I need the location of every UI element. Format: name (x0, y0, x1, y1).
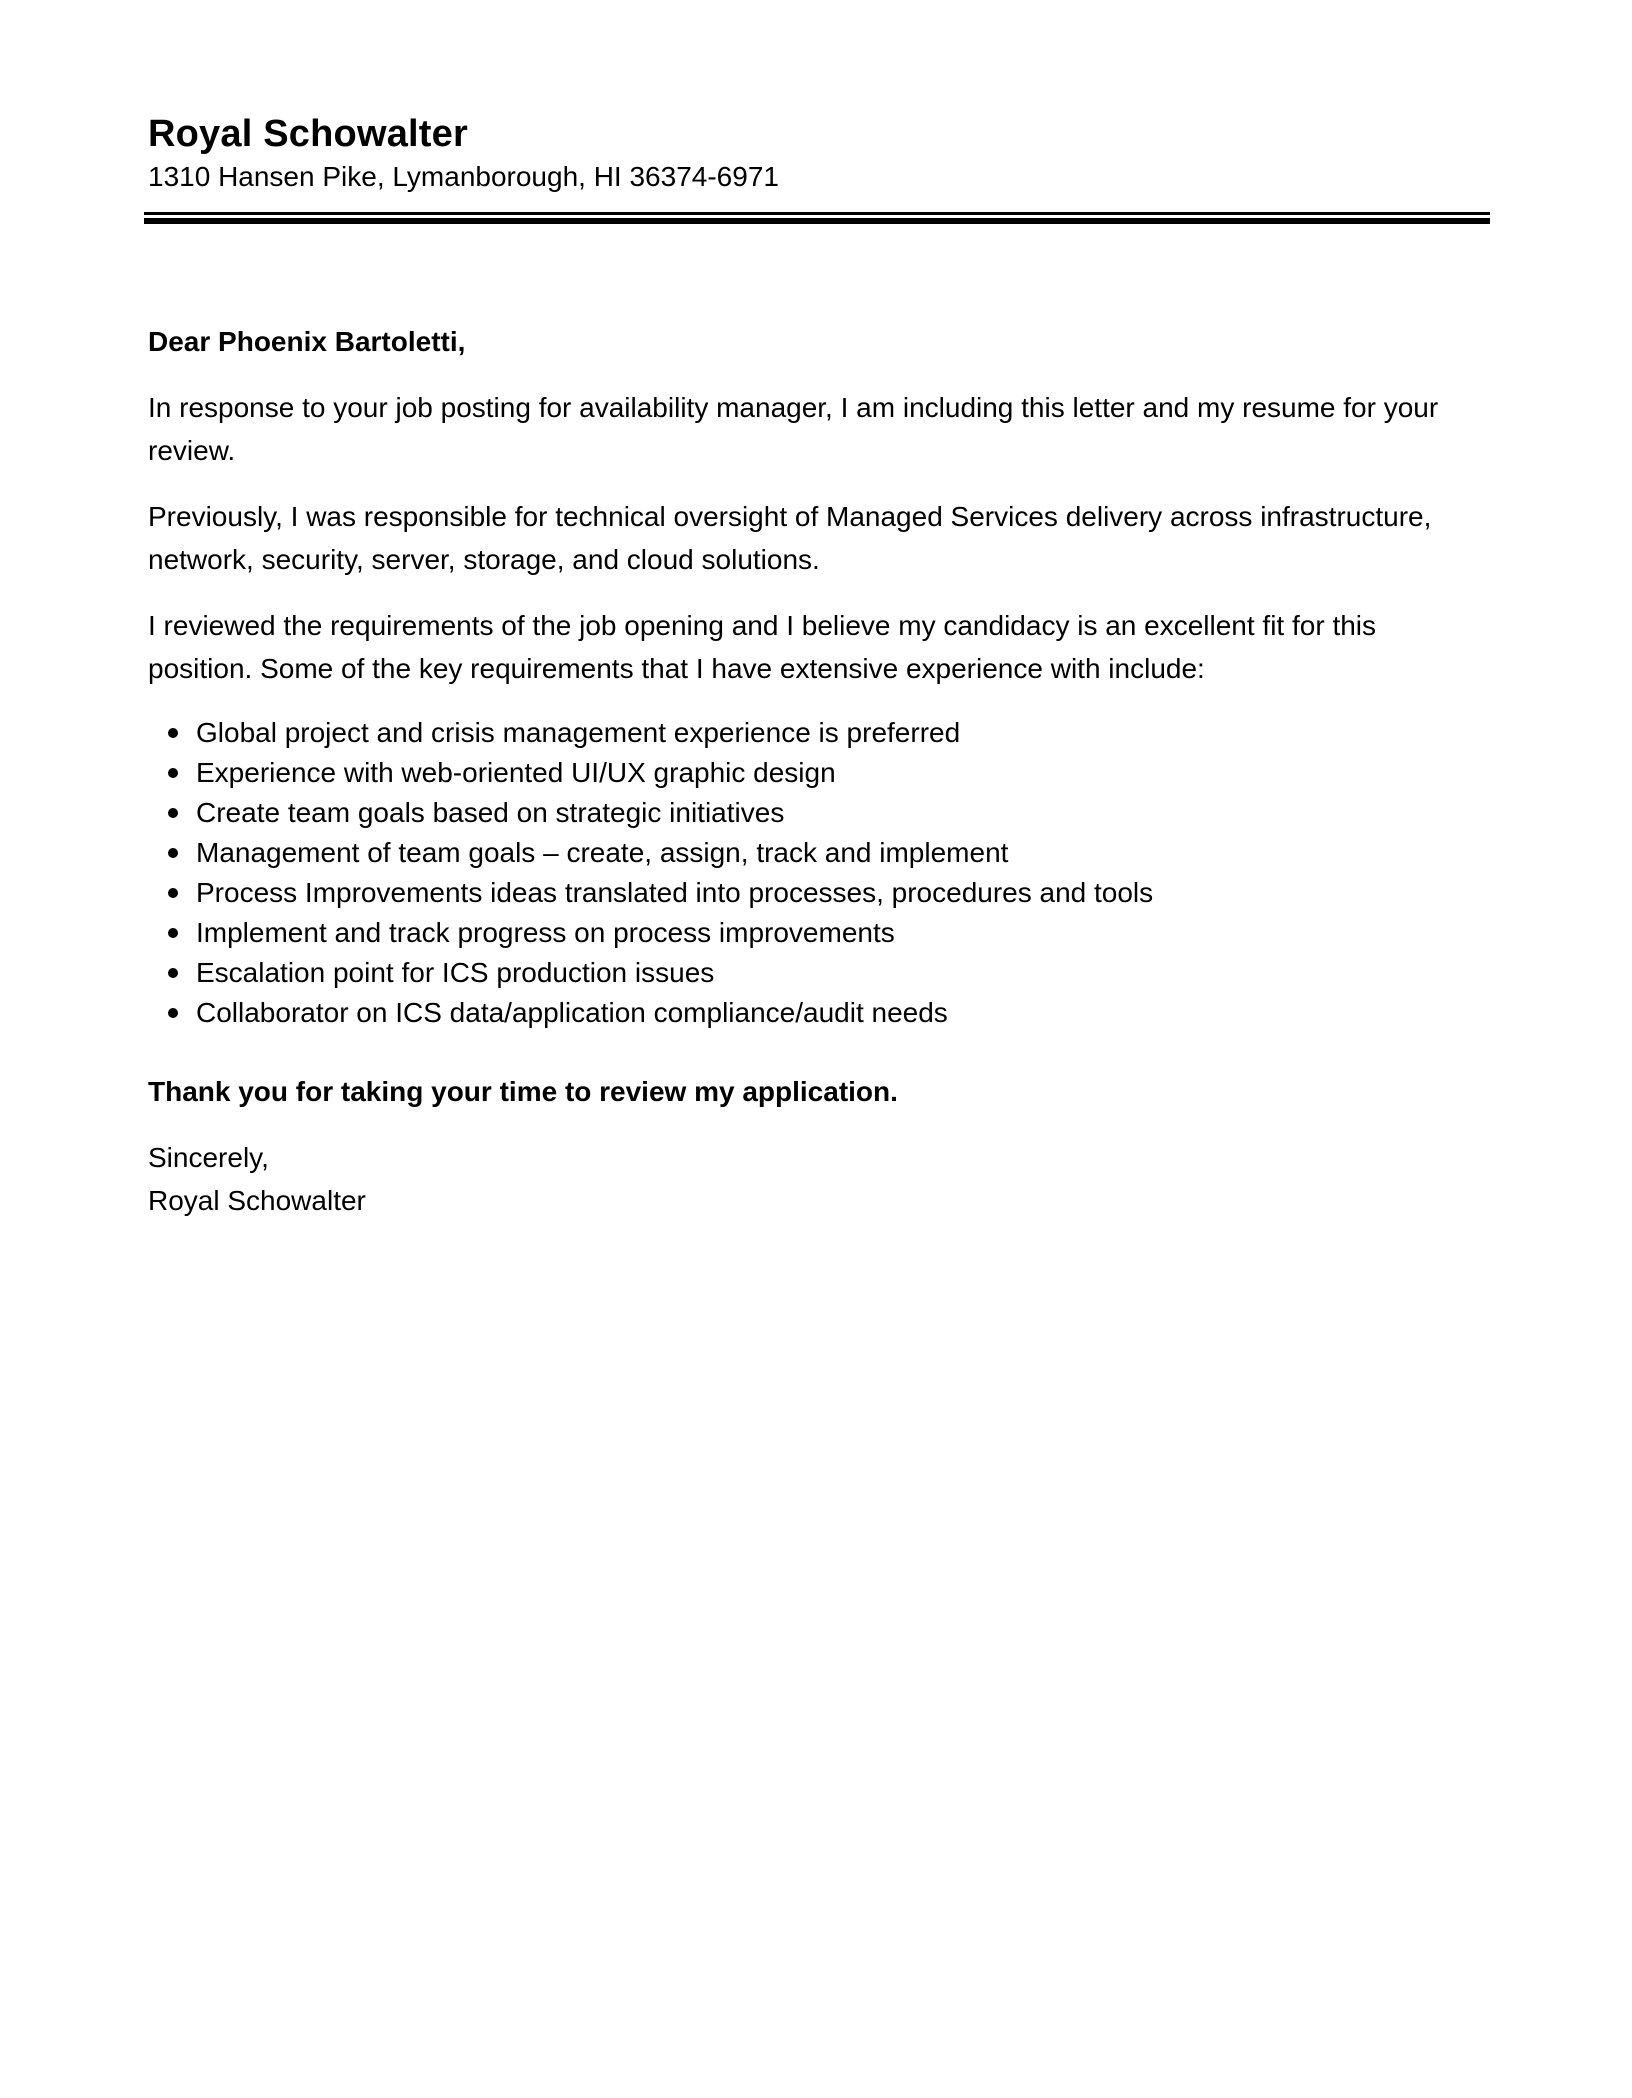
list-item (148, 913, 1488, 953)
list-item-text: Management of team goals – create, assign, track and implement (196, 837, 1009, 868)
sender-name: Royal Schowalter (148, 113, 468, 155)
bullet-icon (168, 968, 178, 978)
sender-address: 1310 Hansen Pike, Lymanborough, HI 36374-6971 (148, 161, 779, 192)
bullet-icon (168, 728, 178, 738)
closing-line: Thank you for taking your time to review my application. (148, 1076, 898, 1107)
list-item (148, 713, 1488, 753)
list-item-text: Implement and track progress on process improvements (196, 917, 895, 948)
header-divider (144, 212, 1490, 224)
bullet-icon (168, 768, 178, 778)
list-item-text: Process Improvements ideas translated into processes, procedures and tools (196, 877, 1154, 908)
list-item-text: Global project and crisis management experience is preferred (196, 717, 961, 748)
bullet-icon (168, 928, 178, 938)
valediction: Sincerely, (148, 1142, 269, 1173)
list-item (148, 793, 1488, 833)
list-item-text: Create team goals based on strategic initiatives (196, 797, 785, 828)
list-item (148, 753, 1488, 793)
signature-name: Royal Schowalter (148, 1185, 366, 1216)
letter-header (148, 110, 1488, 196)
list-item-text: Experience with web-oriented UI/UX graphic design (196, 757, 836, 788)
paragraph-experience: Previously, I was responsible for technical oversight of Managed Services delivery across infrastructure, network, security, server, storage, and cloud solutions. (148, 501, 1432, 575)
list-item (148, 833, 1488, 873)
list-item-text: Escalation point for ICS production issues (196, 957, 715, 988)
requirements-list (148, 713, 1488, 1033)
divider-thick-line (144, 218, 1490, 224)
bullet-icon (168, 848, 178, 858)
list-item (148, 953, 1488, 993)
letter-body (148, 320, 1488, 1222)
list-item (148, 873, 1488, 913)
paragraph-intro: In response to your job posting for availability manager, I am including this letter and my resume for your review. (148, 392, 1439, 466)
salutation: Dear Phoenix Bartoletti, (148, 326, 466, 357)
paragraph-requirements: I reviewed the requirements of the job opening and I believe my candidacy is an excellent fit for this position. Some of the key requirements that I have extensive experience with include: (148, 610, 1377, 684)
list-item-text: Collaborator on ICS data/application compliance/audit needs (196, 997, 948, 1028)
list-item (148, 993, 1488, 1033)
bullet-icon (168, 1008, 178, 1018)
bullet-icon (168, 808, 178, 818)
bullet-icon (168, 888, 178, 898)
